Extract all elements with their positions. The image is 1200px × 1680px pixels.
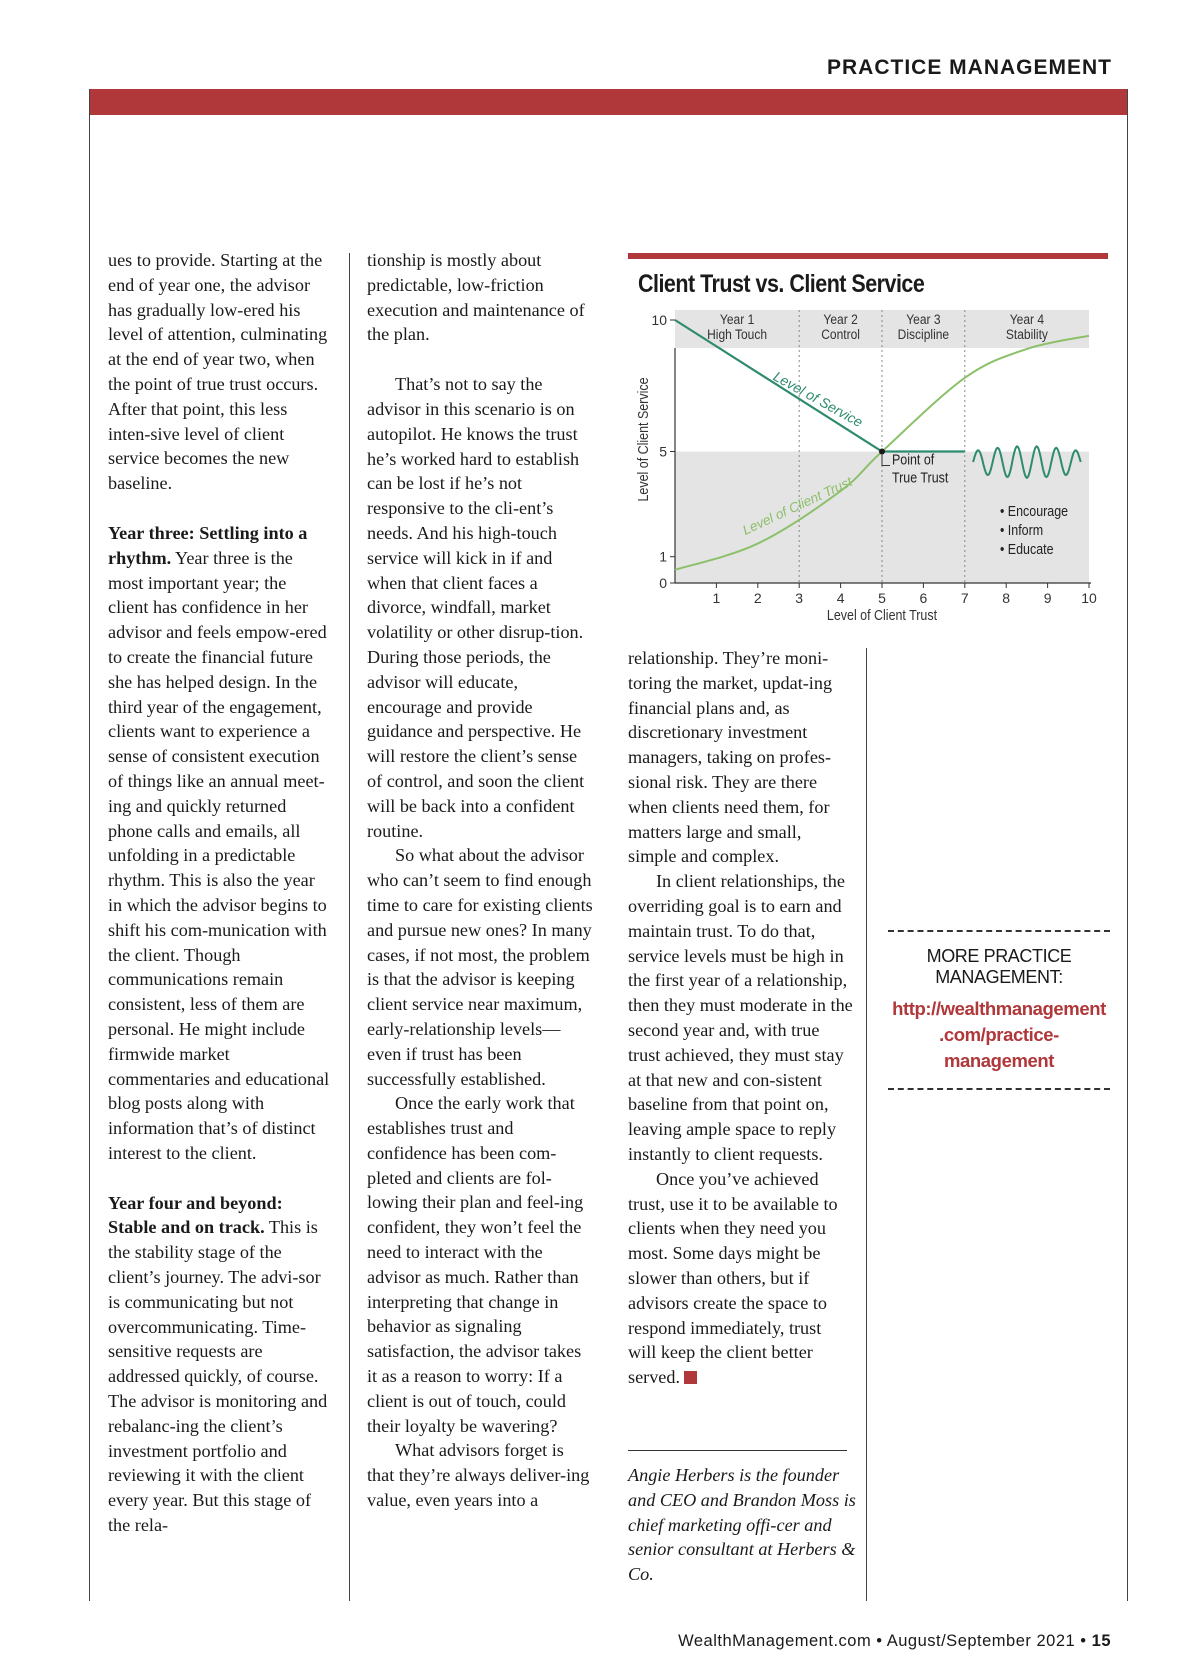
trust-line-label: Level of Client Trust xyxy=(740,473,855,538)
paragraph: ues to provide. Starting at the end of year one, the advisor has gradually low-ered his level of attention, culminating at the end of year two, when the point of true trust occurs. After that point, this less inten-sive level of client service becomes the new baseline. xyxy=(108,250,328,494)
bullet-item: • Encourage xyxy=(999,503,1069,520)
more-title: MORE PRACTICE MANAGEMENT: xyxy=(926,946,1072,987)
article-column-1 xyxy=(108,248,330,1538)
paragraph: Once the early work that establishes trust and confidence has been com-pleted and clients are fol-lowing their plan and feel-ing confident, they won’t feel the need to interact with the advisor as much. Rather than interpreting that change in behavior as signaling satisfaction, the advisor takes it as a reason to worry: If a client is out of touch, could their loyalty be wavering? xyxy=(367,1093,584,1436)
y-axis-title: Level of Client Service xyxy=(635,377,652,502)
phase-sublabel: High Touch xyxy=(707,326,768,343)
practice-management-link[interactable]: http://wealthmanagement .com/practice-management xyxy=(892,998,1106,1071)
y-tick-label: 0 xyxy=(659,575,667,591)
paragraph: relationship. They’re moni-toring the market, updat-ing financial plans and, as discretionary investment managers, taking on profes-sional risk. They are there when clients need them, for matters large and small, simple and complex. xyxy=(628,648,833,867)
x-tick-label: 6 xyxy=(919,590,928,606)
phase-label: Year 3 xyxy=(906,311,941,328)
more-practice-management-box xyxy=(888,930,1110,1090)
article-column-2 xyxy=(367,248,593,1513)
page-footer: WealthManagement.com • August/September 2021 • 15 xyxy=(678,1632,1111,1650)
chart-title: Client Trust vs. Client Service xyxy=(638,270,925,298)
article-column-3 xyxy=(628,646,854,1390)
author-bio: Angie Herbers is the founder and CEO and Brandon Moss is chief marketing offi-cer and senior consultant at Herbers & Co. xyxy=(628,1465,856,1585)
paragraph: Year four and beyond: Stable and on track. This is the stability stage of the client’s journey. The advi-sor is communicating but not overcommunicating. Time-sensitive requests are addressed quickly, of course. The advisor is monitoring and rebalanc-ing the client’s investment portfolio and reviewing it with the client every year. But this stage of the rela- xyxy=(108,1192,328,1536)
x-tick-label: 5 xyxy=(878,590,886,606)
paragraph: So what about the advisor who can’t seem to find enough time to care for existing clients and pursue new ones? In many cases, if not most, the problem is that the advisor is keeping client service near maximum, early-relationship levels—even if trust has been successfully established. xyxy=(367,845,593,1089)
left-frame-line xyxy=(89,89,90,1601)
paragraph: In client relationships, the overriding goal is to earn and maintain trust. To do that, service levels must be high in the first year of a relationship, then they must moderate in the second year and, with true trust achieved, they must stay at that new and con-sistent baseline from that point on, leaving ample space to reply instantly to client requests. xyxy=(628,871,853,1164)
phase-sublabel: Control xyxy=(821,326,860,343)
x-tick-label: 3 xyxy=(795,590,804,606)
paragraph: tionship is mostly about predictable, low-friction execution and maintenance of the plan. xyxy=(367,250,585,345)
phase-label: Year 1 xyxy=(719,311,755,328)
point-callout-label: Point of xyxy=(892,451,935,468)
end-of-article-mark-icon xyxy=(684,1371,697,1384)
subheading: Year three: Settling into a rhythm. xyxy=(108,522,308,568)
trust-service-chart xyxy=(628,300,1110,630)
section-label: PRACTICE MANAGEMENT xyxy=(827,56,1112,79)
dashed-divider-bottom xyxy=(888,1088,1110,1090)
bullet-item: • Educate xyxy=(999,541,1054,558)
header-red-band xyxy=(89,89,1128,115)
bullet-item: • Inform xyxy=(999,522,1044,539)
y-tick-label: 10 xyxy=(651,312,667,328)
x-tick-label: 7 xyxy=(960,590,969,606)
paragraph: That’s not to say the advisor in this scenario is on autopilot. He knows the trust he’s worked hard to establish can be lost if he’s not responsive to the cli-ent’s needs. And his high-touch service will kick in if and when that client faces a divorce, windfall, market volatility or other disrup-tion. During those periods, the advisor will educate, encourage and provide guidance and perspective. He will restore the client’s sense of control, and soon the client will be back into a confident routine. xyxy=(367,374,585,841)
y-tick-label: 1 xyxy=(659,548,667,565)
chart-top-rule xyxy=(628,253,1108,259)
x-tick-label: 8 xyxy=(1002,590,1011,606)
phase-label: Year 2 xyxy=(823,311,858,328)
x-axis-title: Level of Client Trust xyxy=(826,607,938,624)
y-tick-label: 5 xyxy=(659,443,667,460)
x-tick-label: 9 xyxy=(1043,590,1052,606)
phase-sublabel: Discipline xyxy=(897,326,950,343)
dashed-divider-top xyxy=(888,930,1110,932)
right-frame-line xyxy=(1127,89,1128,1601)
paragraph: What advisors forget is that they’re always deliver-ing value, even years into a xyxy=(367,1440,590,1511)
paragraph: Year three: Settling into a rhythm. Year three is the most important year; the client has confidence in her advisor and feels empow-ered to create the financial future she has helped design. In the third year of the engagement, clients want to experience a sense of consistent execution of things like an annual meet-ing and quickly returned phone calls and emails, all unfolding in a predictable rhythm. This is also the year in which the advisor begins to shift his com-munication with the client. Though communications remain consistent, less of them are personal. He might include firmwide market commentaries and educational blog posts along with information that’s of distinct interest to the client. xyxy=(108,522,330,1163)
x-tick-label: 4 xyxy=(836,590,845,606)
column-divider-1 xyxy=(349,253,350,1601)
subheading: Year four and beyond: Stable and on track. xyxy=(108,1192,283,1238)
page-number: 15 xyxy=(1091,1632,1111,1650)
column-divider-2 xyxy=(866,648,867,1601)
point-callout-label: True Trust xyxy=(892,469,949,486)
phase-label: Year 4 xyxy=(1009,311,1045,328)
x-tick-label: 1 xyxy=(712,590,721,606)
bio-divider xyxy=(628,1450,847,1451)
x-tick-label: 2 xyxy=(753,590,762,606)
phase-sublabel: Stability xyxy=(1005,326,1048,343)
paragraph: Once you’ve achieved trust, use it to be available to clients when they need you most. Some days might be slower than others, but if advisors create the space to respond immediately, trust will keep the client better served. xyxy=(628,1168,838,1388)
service-line-label: Level of Service xyxy=(770,367,866,431)
x-tick-label: 10 xyxy=(1081,590,1097,606)
